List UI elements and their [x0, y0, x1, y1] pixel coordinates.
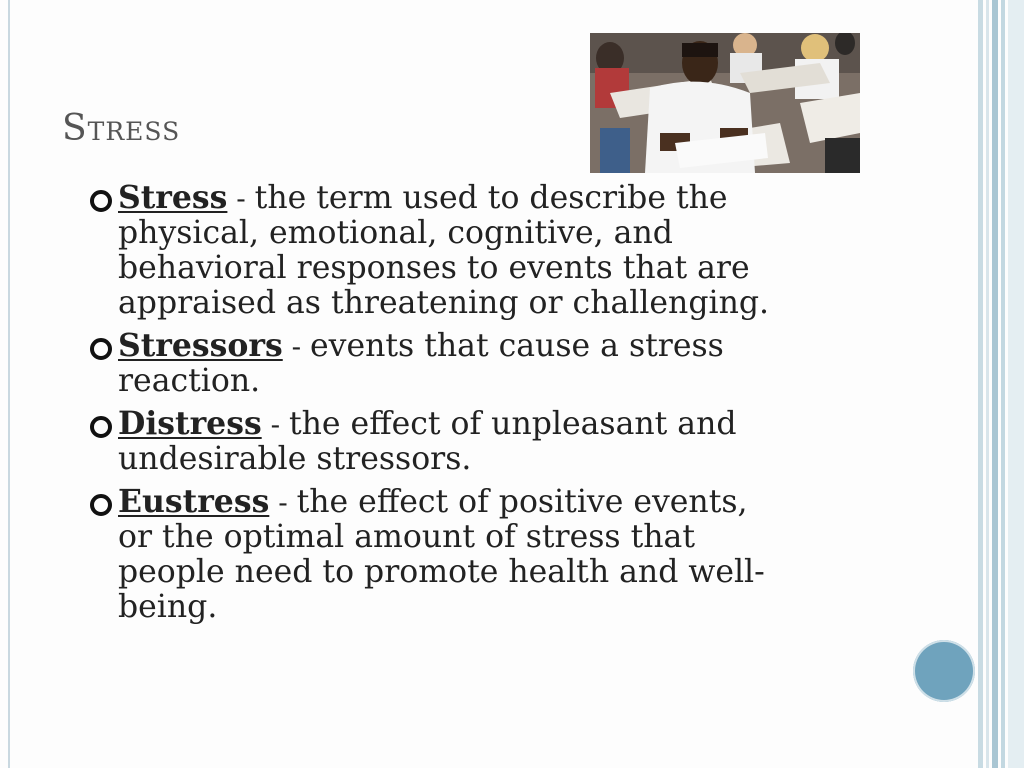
list-item [88, 328, 788, 399]
separator: - [227, 182, 255, 215]
hollow-circle-bullet-icon [90, 190, 112, 212]
classroom-photo [590, 33, 860, 173]
separator: - [282, 330, 311, 363]
definition: the effect of unpleasant and undesirable stressors. [118, 406, 737, 477]
hollow-circle-bullet-icon [90, 494, 112, 516]
separator: - [269, 486, 297, 519]
definition: the term used to describe the physical, emotional, cognitive, and behavioral responses to events that are appraised as threatening or challenging. [118, 180, 770, 321]
list-item [88, 406, 788, 477]
slide-title: Stress [62, 108, 181, 149]
hollow-circle-bullet-icon [90, 338, 112, 360]
definition: the effect of positive events, or the optimal amount of stress that people need to promote health and well-being. [118, 484, 765, 625]
definition: events that cause a stress reaction. [118, 328, 724, 399]
separator: - [261, 408, 289, 441]
term: Stressors [118, 327, 283, 364]
term: Distress [118, 405, 262, 442]
hollow-circle-bullet-icon [90, 416, 112, 438]
term: Eustress [118, 483, 270, 520]
frame-left-line [8, 0, 10, 768]
right-stripe [986, 0, 989, 768]
right-stripe [1001, 0, 1005, 768]
bullet-list [88, 180, 788, 632]
list-item [88, 484, 788, 625]
decorative-circle [913, 640, 975, 702]
list-item [88, 180, 788, 321]
right-stripe [978, 0, 983, 768]
term: Stress [118, 179, 228, 216]
right-stripe [992, 0, 998, 768]
right-stripe [1008, 0, 1024, 768]
